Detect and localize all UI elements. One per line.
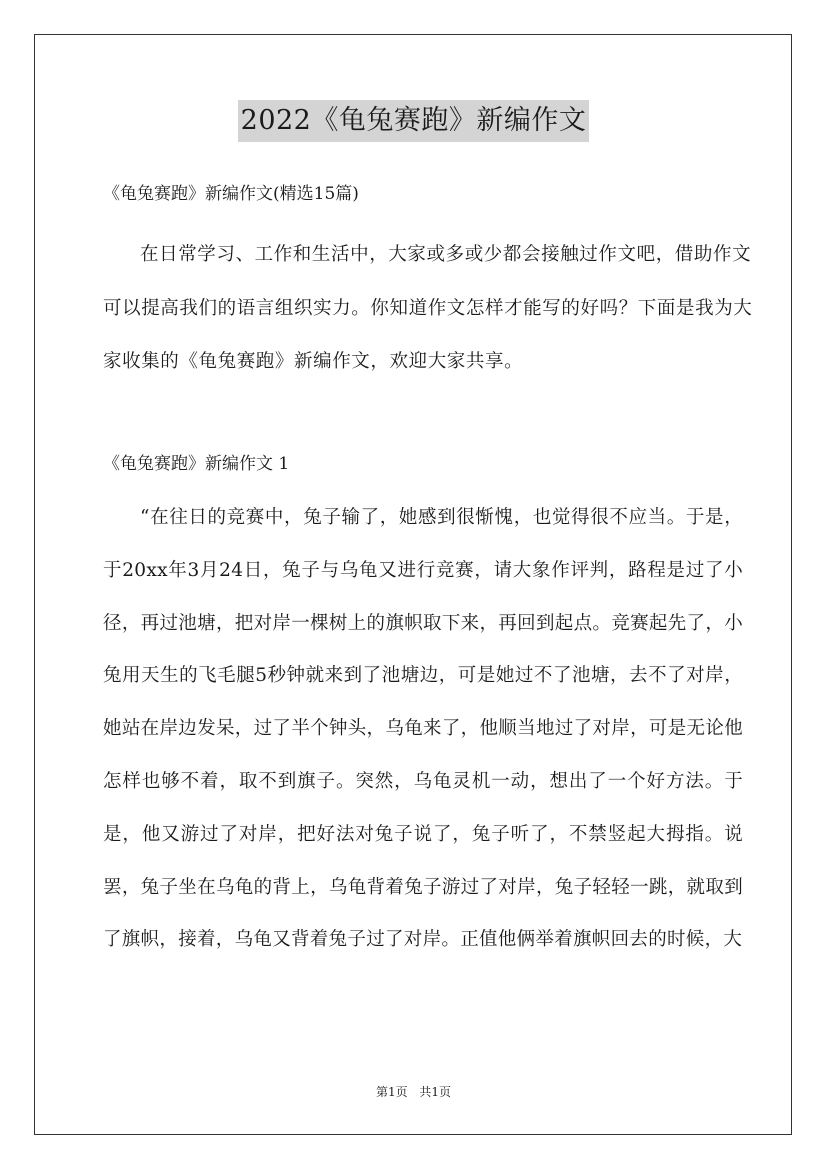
- intro-paragraph: 在日常学习、工作和生活中，大家或多或少都会接触过作文吧，借助作文可以提高我们的语言组织实力。你知道作文怎样才能写的好吗？下面是我为大家收集的《龟兔赛跑》新编作文，欢迎大家共享。: [103, 244, 753, 372]
- section-heading: 《龟兔赛跑》新编作文 1: [103, 454, 290, 474]
- title-container: [0, 100, 827, 142]
- document-title: 2022《龟兔赛跑》新编作文: [238, 100, 590, 142]
- document-subtitle: 《龟兔赛跑》新编作文(精选15篇): [103, 184, 359, 204]
- body-paragraph: “在往日的竞赛中，兔子输了，她感到很惭愧，也觉得很不应当。于是，于20xx年3月24日，兔子与乌龟又进行竞赛，请大象作评判，路程是过了小径，再过池塘，把对岸一棵树上的旗帜取下来，再回到起点。竞赛起先了，小兔用天生的飞毛腿5秒钟就来到了池塘边，可是她过不了池塘，去不了对岸，她站在岸边发呆，过了半个钟头，乌龟来了，他顺当地过了对岸，可是无论他怎样也够不着，取不到旗子。突然，乌龟灵机一动，想出了一个好方法。于是，他又游过了对岸，把好法对兔子说了，兔子听了，不禁竖起大拇指。说罢，兔子坐在乌龟的背上，乌龟背着兔子游过了对岸，兔子轻轻一跳，就取到了旗帜，接着，乌龟又背着兔子过了对岸。正值他俩举着旗帜回去的时候，大: [103, 507, 743, 951]
- page-footer: [0, 1083, 827, 1101]
- page-total: 共1页: [419, 1085, 452, 1099]
- page-number: 第1页: [375, 1085, 408, 1099]
